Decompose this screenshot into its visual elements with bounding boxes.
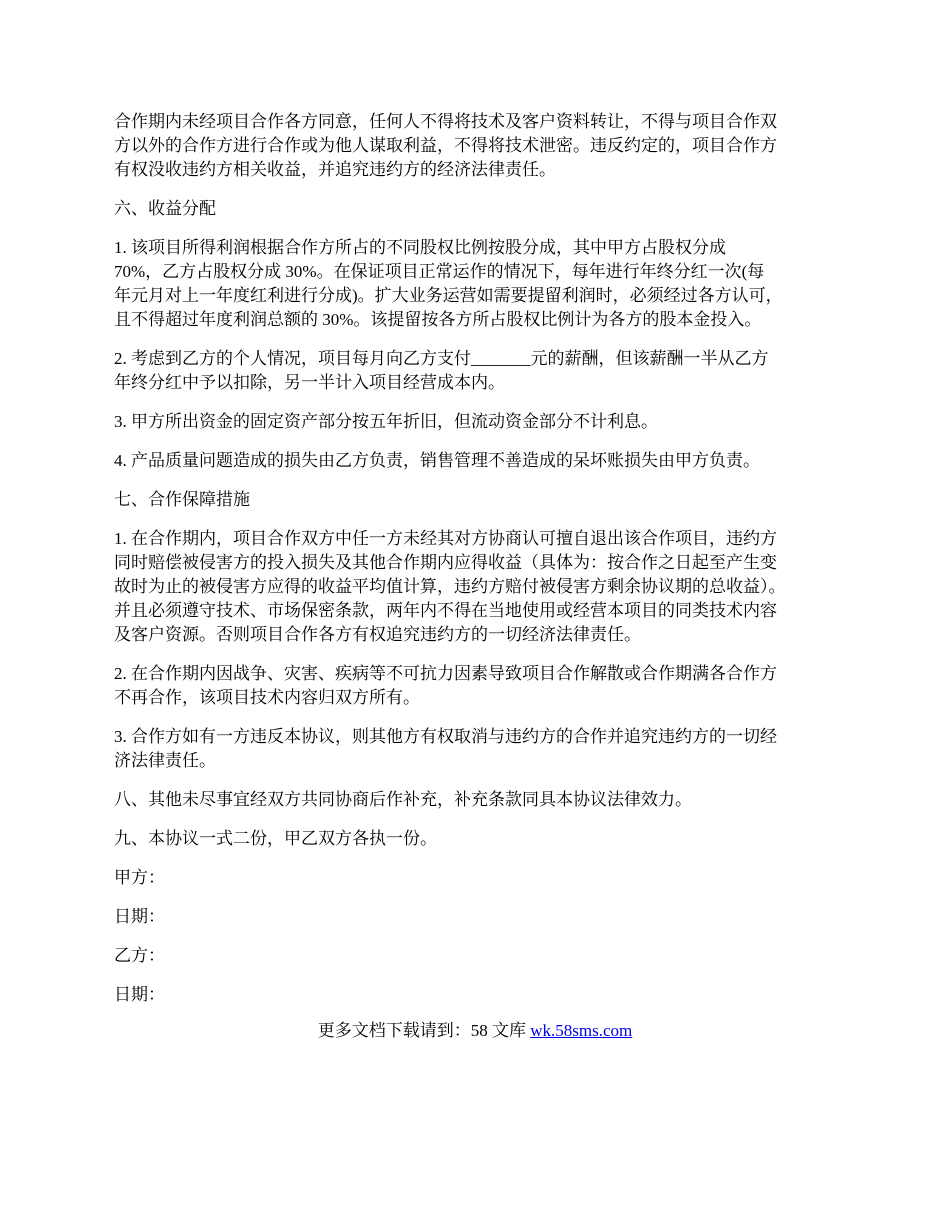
- text-line: 70%，乙方占股权分成 30%。在保证项目正常运作的情况下，每年进行年终分红一次(每: [114, 262, 765, 281]
- text-line: 2. 在合作期内因战争、灾害、疾病等不可抗力因素导致项目合作解散或合作期满各合作方: [114, 664, 777, 683]
- clause-loss-responsibility: [114, 449, 844, 473]
- text-line: 八、其他未尽事宜经双方共同协商后作补充，补充条款同具本协议法律效力。: [114, 790, 692, 809]
- text-line: 合作期内未经项目合作各方同意，任何人不得将技术及客户资料转让，不得与项目合作双: [114, 112, 777, 131]
- signature-label: 日期：: [114, 907, 165, 926]
- text-line: 1. 该项目所得利润根据合作方所占的不同股权比例按股分成，其中甲方占股权分成: [114, 238, 726, 257]
- signature-label: 乙方：: [114, 946, 165, 965]
- signature-label: 甲方：: [114, 868, 165, 887]
- text-line: 不再合作，该项目技术内容归双方所有。: [114, 688, 420, 707]
- signature-party-a: [114, 866, 844, 890]
- signature-date-a: [114, 905, 844, 929]
- text-line: 1. 在合作期内，项目合作双方中任一方未经其对方协商认可擅自退出该合作项目，违约方: [114, 529, 777, 548]
- clause-depreciation: [114, 410, 844, 434]
- text-line: 4. 产品质量问题造成的损失由乙方负责，销售管理不善造成的呆坏账损失由甲方负责。: [114, 451, 760, 470]
- heading-text: 六、收益分配: [114, 199, 216, 218]
- text-line: 方以外的合作方进行合作或为他人谋取利益，不得将技术泄密。违反约定的，项目合作方: [114, 136, 777, 155]
- text-line: 3. 合作方如有一方违反本协议，则其他方有权取消与违约方的合作并追究违约方的一切经: [114, 727, 777, 746]
- text-line: 九、本协议一式二份，甲乙双方各执一份。: [114, 829, 437, 848]
- text-line: 及客户资源。否则项目合作各方有权追究违约方的一切经济法律责任。: [114, 625, 641, 644]
- text-line: 年终分红中予以扣除，另一半计入项目经营成本内。: [114, 373, 505, 392]
- section-heading-safeguards: [114, 488, 844, 512]
- text-line: 且不得超过年度利润总额的 30%。该提留按各方所占股权比例计为各方的股本金投入。: [114, 310, 762, 329]
- text-line: 同时赔偿被侵害方的投入损失及其他合作期内应得收益（具体为：按合作之日起至产生变: [114, 553, 777, 572]
- section-copies: [114, 827, 844, 851]
- footer-text: 更多文档下载请到：58 文库: [317, 1021, 531, 1040]
- footer: [0, 1019, 950, 1043]
- text-line: 有权没收违约方相关收益，并追究违约方的经济法律责任。: [114, 160, 556, 179]
- text-line: 济法律责任。: [114, 751, 216, 770]
- footer-link[interactable]: wk.58sms.com: [530, 1021, 633, 1040]
- document-body: [114, 110, 844, 1022]
- text-line: 并且必须遵守技术、市场保密条款，两年内不得在当地使用或经营本项目的同类技术内容: [114, 601, 777, 620]
- clause-salary: [114, 347, 844, 395]
- section-other-matters: [114, 788, 844, 812]
- clause-force-majeure: [114, 662, 844, 710]
- signature-date-b: [114, 983, 844, 1007]
- clause-withdrawal: [114, 527, 844, 647]
- clause-profit-share: [114, 236, 844, 332]
- heading-text: 七、合作保障措施: [114, 490, 250, 509]
- text-line: 2. 考虑到乙方的个人情况，项目每月向乙方支付_______元的薪酬，但该薪酬一半从乙方: [114, 349, 769, 368]
- signature-label: 日期：: [114, 985, 165, 1004]
- section-heading-profit-distribution: [114, 197, 844, 221]
- clause-breach: [114, 725, 844, 773]
- signature-party-b: [114, 944, 844, 968]
- text-line: 3. 甲方所出资金的固定资产部分按五年折旧，但流动资金部分不计利息。: [114, 412, 658, 431]
- paragraph-confidentiality: [114, 110, 844, 182]
- text-line: 年元月对上一年度红利进行分成)。扩大业务运营如需要提留利润时，必须经过各方认可，: [114, 286, 783, 305]
- text-line: 故时为止的被侵害方应得的收益平均值计算，违约方赔付被侵害方剩余协议期的总收益）。: [114, 577, 786, 596]
